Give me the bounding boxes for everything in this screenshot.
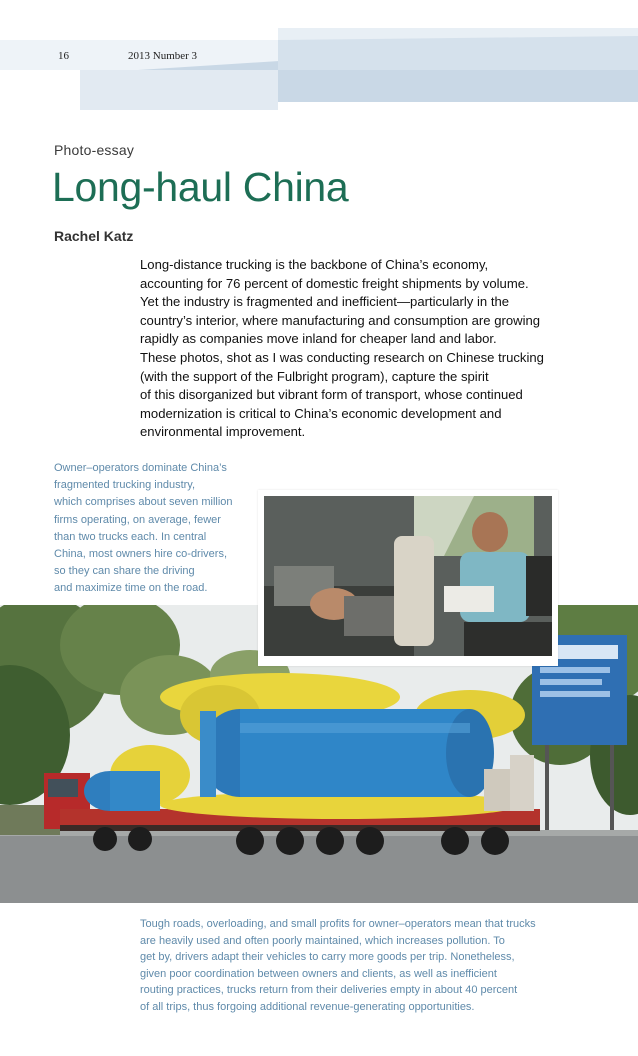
page-number: 16	[58, 50, 69, 62]
caption-line: firms operating, on average, fewer	[54, 513, 221, 526]
intro-line: modernization is critical to China’s economic development and	[140, 405, 502, 421]
intro-line: accounting for 76 percent of domestic freight shipments by volume.	[140, 275, 529, 291]
caption-line: routing practices, trucks return from their deliveries empty in about 40 percent	[140, 984, 518, 997]
caption-line: get by, drivers adapt their vehicles to carry more goods per trip. Nonetheless,	[140, 951, 515, 964]
intro-line: Long-distance trucking is the backbone of China’s economy,	[140, 257, 489, 272]
caption-line: and maximize time on the road.	[54, 582, 208, 595]
header-band	[0, 0, 638, 110]
intro-paragraph	[140, 256, 560, 442]
caption-line: are heavily used and often poorly maintained, which increases pollution. To	[140, 934, 505, 947]
author-byline: Rachel Katz	[54, 228, 134, 244]
intro-line: Yet the industry is fragmented and inefficient—particularly in the	[140, 294, 510, 310]
caption-line: fragmented trucking industry,	[54, 479, 196, 492]
section-kicker: Photo-essay	[54, 142, 135, 158]
intro-line: environmental improvement.	[140, 424, 306, 440]
caption-line: Tough roads, overloading, and small profits for owner–operators mean that trucks	[140, 918, 536, 930]
caption-line: which comprises about seven million	[54, 496, 233, 509]
caption-line: than two trucks each. In central	[54, 530, 207, 543]
cab-photo-caption	[54, 460, 264, 598]
page-header	[0, 0, 638, 110]
truck-photo-caption	[140, 916, 580, 1016]
intro-line: of this disorganized but vibrant form of transport, whose continued	[140, 387, 523, 403]
intro-line: rapidly as companies move inland for cheaper land and labor.	[140, 331, 497, 347]
caption-line: of all trips, thus forgoing additional revenue-generating opportunities.	[140, 1000, 475, 1013]
intro-line: country’s interior, where manufacturing and consumption are growing	[140, 312, 541, 328]
caption-line: Owner–operators dominate China’s	[54, 462, 227, 474]
article-title: Long-haul China	[52, 164, 349, 210]
cab-photo	[264, 496, 552, 656]
caption-line: so they can share the driving	[54, 565, 195, 578]
intro-line: These photos, shot as I was conducting research on Chinese trucking	[140, 349, 544, 365]
caption-line: given poor coordination between owners and clients, as well as inefficient	[140, 967, 497, 980]
issue-label: 2013 Number 3	[128, 50, 198, 62]
intro-line: (with the support of the Fulbright program), capture the spirit	[140, 368, 489, 384]
caption-line: China, most owners hire co-drivers,	[54, 548, 228, 561]
cab-photo-frame	[258, 490, 558, 666]
